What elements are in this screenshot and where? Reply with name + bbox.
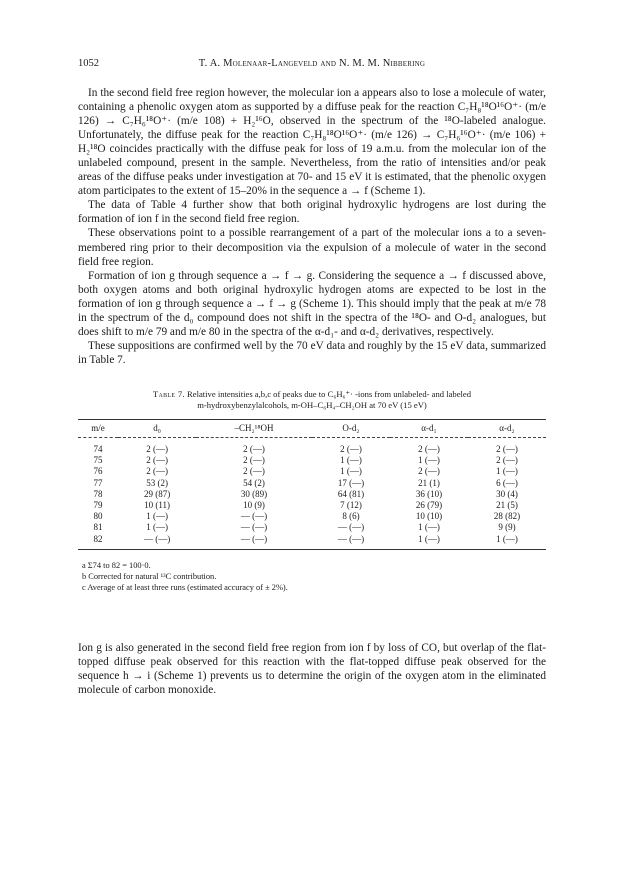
column-header: d₀ bbox=[118, 419, 196, 437]
table-cell: 29 (87) bbox=[143, 488, 171, 499]
table-cell: 26 (79) bbox=[415, 499, 443, 510]
table-cell: 30 (4) bbox=[496, 488, 518, 499]
table-cell: 9 (9) bbox=[498, 522, 516, 533]
table-cell: 1 (—) bbox=[418, 522, 440, 533]
paragraph-rearrangement: These observations point to a possible rearrangement of a part of the molecular ions a to a seven-membered ring prior to their decomposition via the expulsion of a molecule of water in the second field free region. bbox=[78, 227, 546, 268]
column-header: –CH₂¹⁸OH bbox=[196, 419, 312, 437]
table-cell: — (—) bbox=[240, 522, 268, 533]
table-row bbox=[78, 478, 546, 489]
table-cell: 8 (6) bbox=[342, 511, 360, 522]
table-cell: — (—) bbox=[118, 534, 196, 550]
table-cell: — (—) bbox=[312, 534, 390, 550]
table-cell: 2 (—) bbox=[243, 455, 265, 466]
table-cell: 2 (—) bbox=[243, 466, 265, 477]
table-cell: 78 bbox=[93, 488, 103, 499]
paragraph-water-loss: In the second field free region however, the molecular ion a appears also to lose a molecule of water, containing a phenolic oxygen atom as supported by a diffuse peak for the reaction C₇H₈¹⁸O¹⁶O⁺· (m/e 126) → C₇H₆¹⁸O⁺· (m/e 108) + H₂¹⁶O, observed in the spectrum of the ¹⁸O-labeled analogue. Unfortunately, the diffuse peak for the reaction C₇H₈¹⁸O¹⁶O⁺· (m/e 126) → C₇H₆¹⁶O⁺· (m/e 106) + H₂¹⁸O coincides practically with the diffuse peak for loss of 19 a.m.u. from the molecular ion of the unlabeled compound, present in the sample. Nevertheless, from the ratio of intensities and/or peak areas of the diffuse peaks under investigation at 70- and 15 eV it is estimated, that the phenolic oxygen atom participates to the extent of 15–20% in the sequence a → f (Scheme 1). bbox=[78, 87, 546, 198]
table-cell: 53 (2) bbox=[146, 477, 168, 488]
table-cell: 2 (—) bbox=[146, 455, 168, 466]
table-cell: 1 (—) bbox=[146, 522, 168, 533]
table-cell: 64 (81) bbox=[337, 488, 365, 499]
table-cell: — (—) bbox=[196, 534, 312, 550]
table-cell: 2 (—) bbox=[496, 443, 518, 454]
table-caption-label: Table 7. bbox=[152, 388, 185, 399]
page-number: 1052 bbox=[78, 58, 99, 69]
table-row bbox=[78, 489, 546, 500]
table-row bbox=[78, 522, 546, 533]
table-cell: 1 (—) bbox=[146, 511, 168, 522]
running-header bbox=[78, 58, 546, 74]
table-row bbox=[78, 437, 546, 455]
table-cell: 74 bbox=[93, 443, 103, 454]
table-cell: 75 bbox=[93, 455, 103, 466]
footnote: b Corrected for natural ¹³C contribution. bbox=[82, 571, 217, 581]
paragraph-ion-g-co-loss: Ion g is also generated in the second field free region from ion f by loss of CO, but overlap of the flat-topped diffuse peak observed for this reaction with the flat-topped diffuse peak observed for the sequence h → i (Scheme 1) prevents us to determine the origin of the oxygen atom in the eliminated molecule of carbon monoxide. bbox=[78, 641, 546, 696]
footnote: c Average of at least three runs (estimated accuracy of ± 2%). bbox=[82, 582, 288, 592]
table-cell: 2 (—) bbox=[418, 466, 440, 477]
table-cell: 82 bbox=[78, 534, 118, 550]
table-cell: 10 (11) bbox=[144, 499, 171, 510]
paragraph-suppositions: These suppositions are confirmed well by the 70 eV data and roughly by the 15 eV data, summarized in Table 7. bbox=[78, 339, 546, 366]
table-cell: 1 (—) bbox=[418, 455, 440, 466]
table-cell: 2 (—) bbox=[243, 443, 265, 454]
table-cell: 80 bbox=[93, 511, 103, 522]
table-caption-line-2: m-hydroxybenzylalcohols, m-OH–C₆H₄–CH₂OH at 70 eV (15 eV) bbox=[197, 399, 427, 410]
column-header: α-d₂ bbox=[468, 419, 546, 437]
paragraph-formation-ion-g: Formation of ion g through sequence a → f → g. Considering the sequence a → f discussed above, both oxygen atoms and both original hydroxylic hydrogen atoms are expected to be lost in the formation of ion g through sequence a → f → g (Scheme 1). This should imply that the peak at m/e 78 in the spectrum of the d₀ compound does not shift in the spectra of the ¹⁸O- and O-d₂ analogues, but does shift to m/e 79 and m/e 80 in the spectra of the α-d₁- and α-d₂ derivatives, respectively. bbox=[78, 269, 546, 338]
table-caption bbox=[78, 389, 546, 411]
table-cell: 7 (12) bbox=[340, 499, 362, 510]
table-cell: 10 (10) bbox=[415, 511, 443, 522]
table-cell: 17 (—) bbox=[337, 477, 365, 488]
table-cell: 2 (—) bbox=[146, 466, 168, 477]
column-header: m/e bbox=[78, 419, 118, 437]
paragraph-hydroxylic-hydrogens: The data of Table 4 further show that both original hydroxylic hydrogens are lost during the formation of ion f in the second field free region. bbox=[78, 199, 546, 226]
table-cell: 2 (—) bbox=[146, 443, 168, 454]
table-cell: 6 (—) bbox=[496, 477, 518, 488]
table-footnotes bbox=[78, 560, 546, 593]
journal-page bbox=[78, 58, 546, 697]
table-cell: 79 bbox=[93, 499, 103, 510]
footnote: a Σ74 to 82 = 100·0. bbox=[82, 560, 151, 570]
table-cell: 2 (—) bbox=[340, 443, 362, 454]
table-cell: 30 (89) bbox=[240, 488, 268, 499]
table-row bbox=[78, 500, 546, 511]
table-cell: — (—) bbox=[337, 522, 365, 533]
table-cell: 1 (—) bbox=[340, 466, 362, 477]
table-row bbox=[78, 511, 546, 522]
table-cell: 76 bbox=[93, 466, 103, 477]
table-cell: 21 (5) bbox=[496, 499, 518, 510]
table-cell: 10 (9) bbox=[243, 499, 265, 510]
table-cell: 36 (10) bbox=[415, 488, 443, 499]
table-cell: 81 bbox=[93, 522, 103, 533]
table-row bbox=[78, 466, 546, 477]
table-cell: 54 (2) bbox=[243, 477, 265, 488]
table-row bbox=[78, 455, 546, 466]
table-cell: 1 (—) bbox=[468, 534, 546, 550]
table-header-row bbox=[78, 419, 546, 437]
table-caption-line-1: Relative intensities a,b,c of peaks due to C₆H₆⁺· -ions from unlabeled- and labeled bbox=[187, 388, 472, 399]
table-cell: 28 (82) bbox=[493, 511, 521, 522]
column-header: O-d₂ bbox=[312, 419, 390, 437]
table-cell: 2 (—) bbox=[496, 455, 518, 466]
table-cell: 2 (—) bbox=[418, 443, 440, 454]
table-cell: 1 (—) bbox=[496, 466, 518, 477]
running-authors: T. A. Molenaar-Langeveld and N. M. M. Nibbering bbox=[198, 58, 426, 69]
table-cell: 1 (—) bbox=[390, 534, 468, 550]
table-cell: 77 bbox=[93, 477, 103, 488]
table-cell: — (—) bbox=[240, 511, 268, 522]
table-cell: 1 (—) bbox=[340, 455, 362, 466]
intensity-table bbox=[78, 419, 546, 550]
table-cell: 21 (1) bbox=[418, 477, 440, 488]
column-header: α-d₁ bbox=[390, 419, 468, 437]
table-row bbox=[78, 534, 546, 550]
